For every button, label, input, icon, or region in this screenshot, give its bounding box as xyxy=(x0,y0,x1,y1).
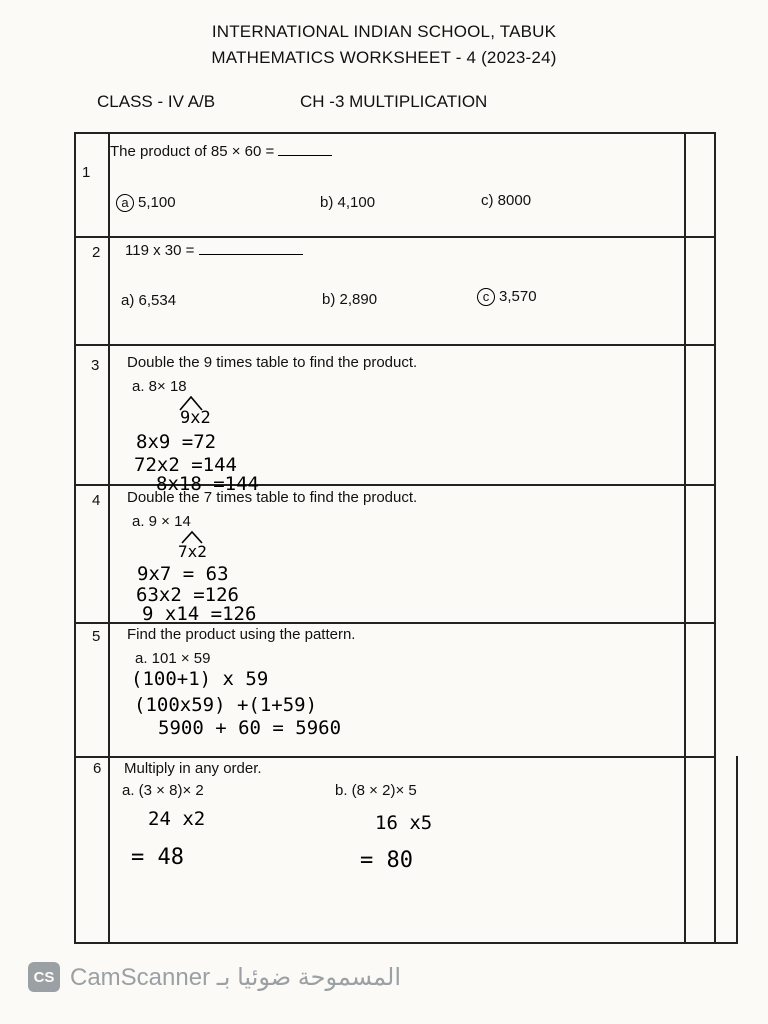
question-text: Multiply in any order. xyxy=(124,760,262,777)
handwritten-work: 72x2 =144 xyxy=(134,454,237,476)
handwritten-work: 5900 + 60 = 5960 xyxy=(158,717,342,739)
handwritten-work: 9x7 = 63 xyxy=(137,563,229,585)
sub-question: a. 101 × 59 xyxy=(135,650,211,667)
class-label: CLASS - IV A/B xyxy=(97,92,216,111)
handwritten-work: 16 x5 xyxy=(375,812,433,834)
camscanner-logo-icon: CS xyxy=(28,962,60,992)
sub-question: a. 9 × 14 xyxy=(132,513,191,530)
sub-question-a: a. (3 × 8)× 2 xyxy=(122,782,204,799)
watermark-text: CamScanner المسموحة ضوئيا بـ xyxy=(70,963,402,991)
question-text: Double the 9 times table to find the product. xyxy=(127,354,418,371)
answer-blank xyxy=(199,242,303,255)
answer-blank xyxy=(278,143,332,156)
handwritten-work: 8x18 =144 xyxy=(156,473,259,495)
handwritten-work: 8x9 =72 xyxy=(136,431,217,453)
circled-answer-mark: a xyxy=(116,194,134,212)
option-b: b) 2,890 xyxy=(322,291,378,308)
school-name: INTERNATIONAL INDIAN SCHOOL, TABUK xyxy=(211,22,557,41)
question-number: 3 xyxy=(91,357,100,374)
option-a: a) 6,534 xyxy=(121,292,177,309)
handwritten-work: 9 x14 =126 xyxy=(142,603,257,625)
question-text: Find the product using the pattern. xyxy=(127,626,356,643)
handwritten-work: 63x2 =126 xyxy=(136,584,239,606)
question-text: Double the 7 times table to find the product. xyxy=(127,489,418,506)
handwritten-work: 9x2 xyxy=(180,408,211,428)
handwritten-work: 7x2 xyxy=(178,542,207,561)
handwritten-work: (100x59) +(1+59) xyxy=(134,694,318,716)
question-number: 1 xyxy=(82,164,91,181)
question-number: 4 xyxy=(92,492,101,509)
sub-question-b: b. (8 × 2)× 5 xyxy=(335,782,417,799)
handwritten-work: = 48 xyxy=(131,845,184,870)
option-c: c) 8000 xyxy=(481,192,532,209)
question-number: 2 xyxy=(92,244,101,261)
question-number: 5 xyxy=(92,628,101,645)
option-b: b) 4,100 xyxy=(320,194,376,211)
handwritten-work: = 80 xyxy=(360,848,413,873)
camscanner-watermark xyxy=(28,962,401,992)
question-number: 6 xyxy=(93,760,102,777)
option-c: c 3,570 xyxy=(477,288,537,306)
worksheet-title: MATHEMATICS WORKSHEET - 4 (2023-24) xyxy=(211,48,557,67)
circled-answer-mark: c xyxy=(477,288,495,306)
option-a: a 5,100 xyxy=(116,194,176,212)
handwritten-work: 24 x2 xyxy=(148,808,206,830)
question-text: 119 x 30 = xyxy=(125,242,303,259)
chapter-label: CH -3 MULTIPLICATION xyxy=(300,92,488,111)
handwritten-work: (100+1) x 59 xyxy=(131,668,269,690)
question-text: The product of 85 × 60 = xyxy=(110,143,332,160)
sub-question: a. 8× 18 xyxy=(132,378,187,395)
